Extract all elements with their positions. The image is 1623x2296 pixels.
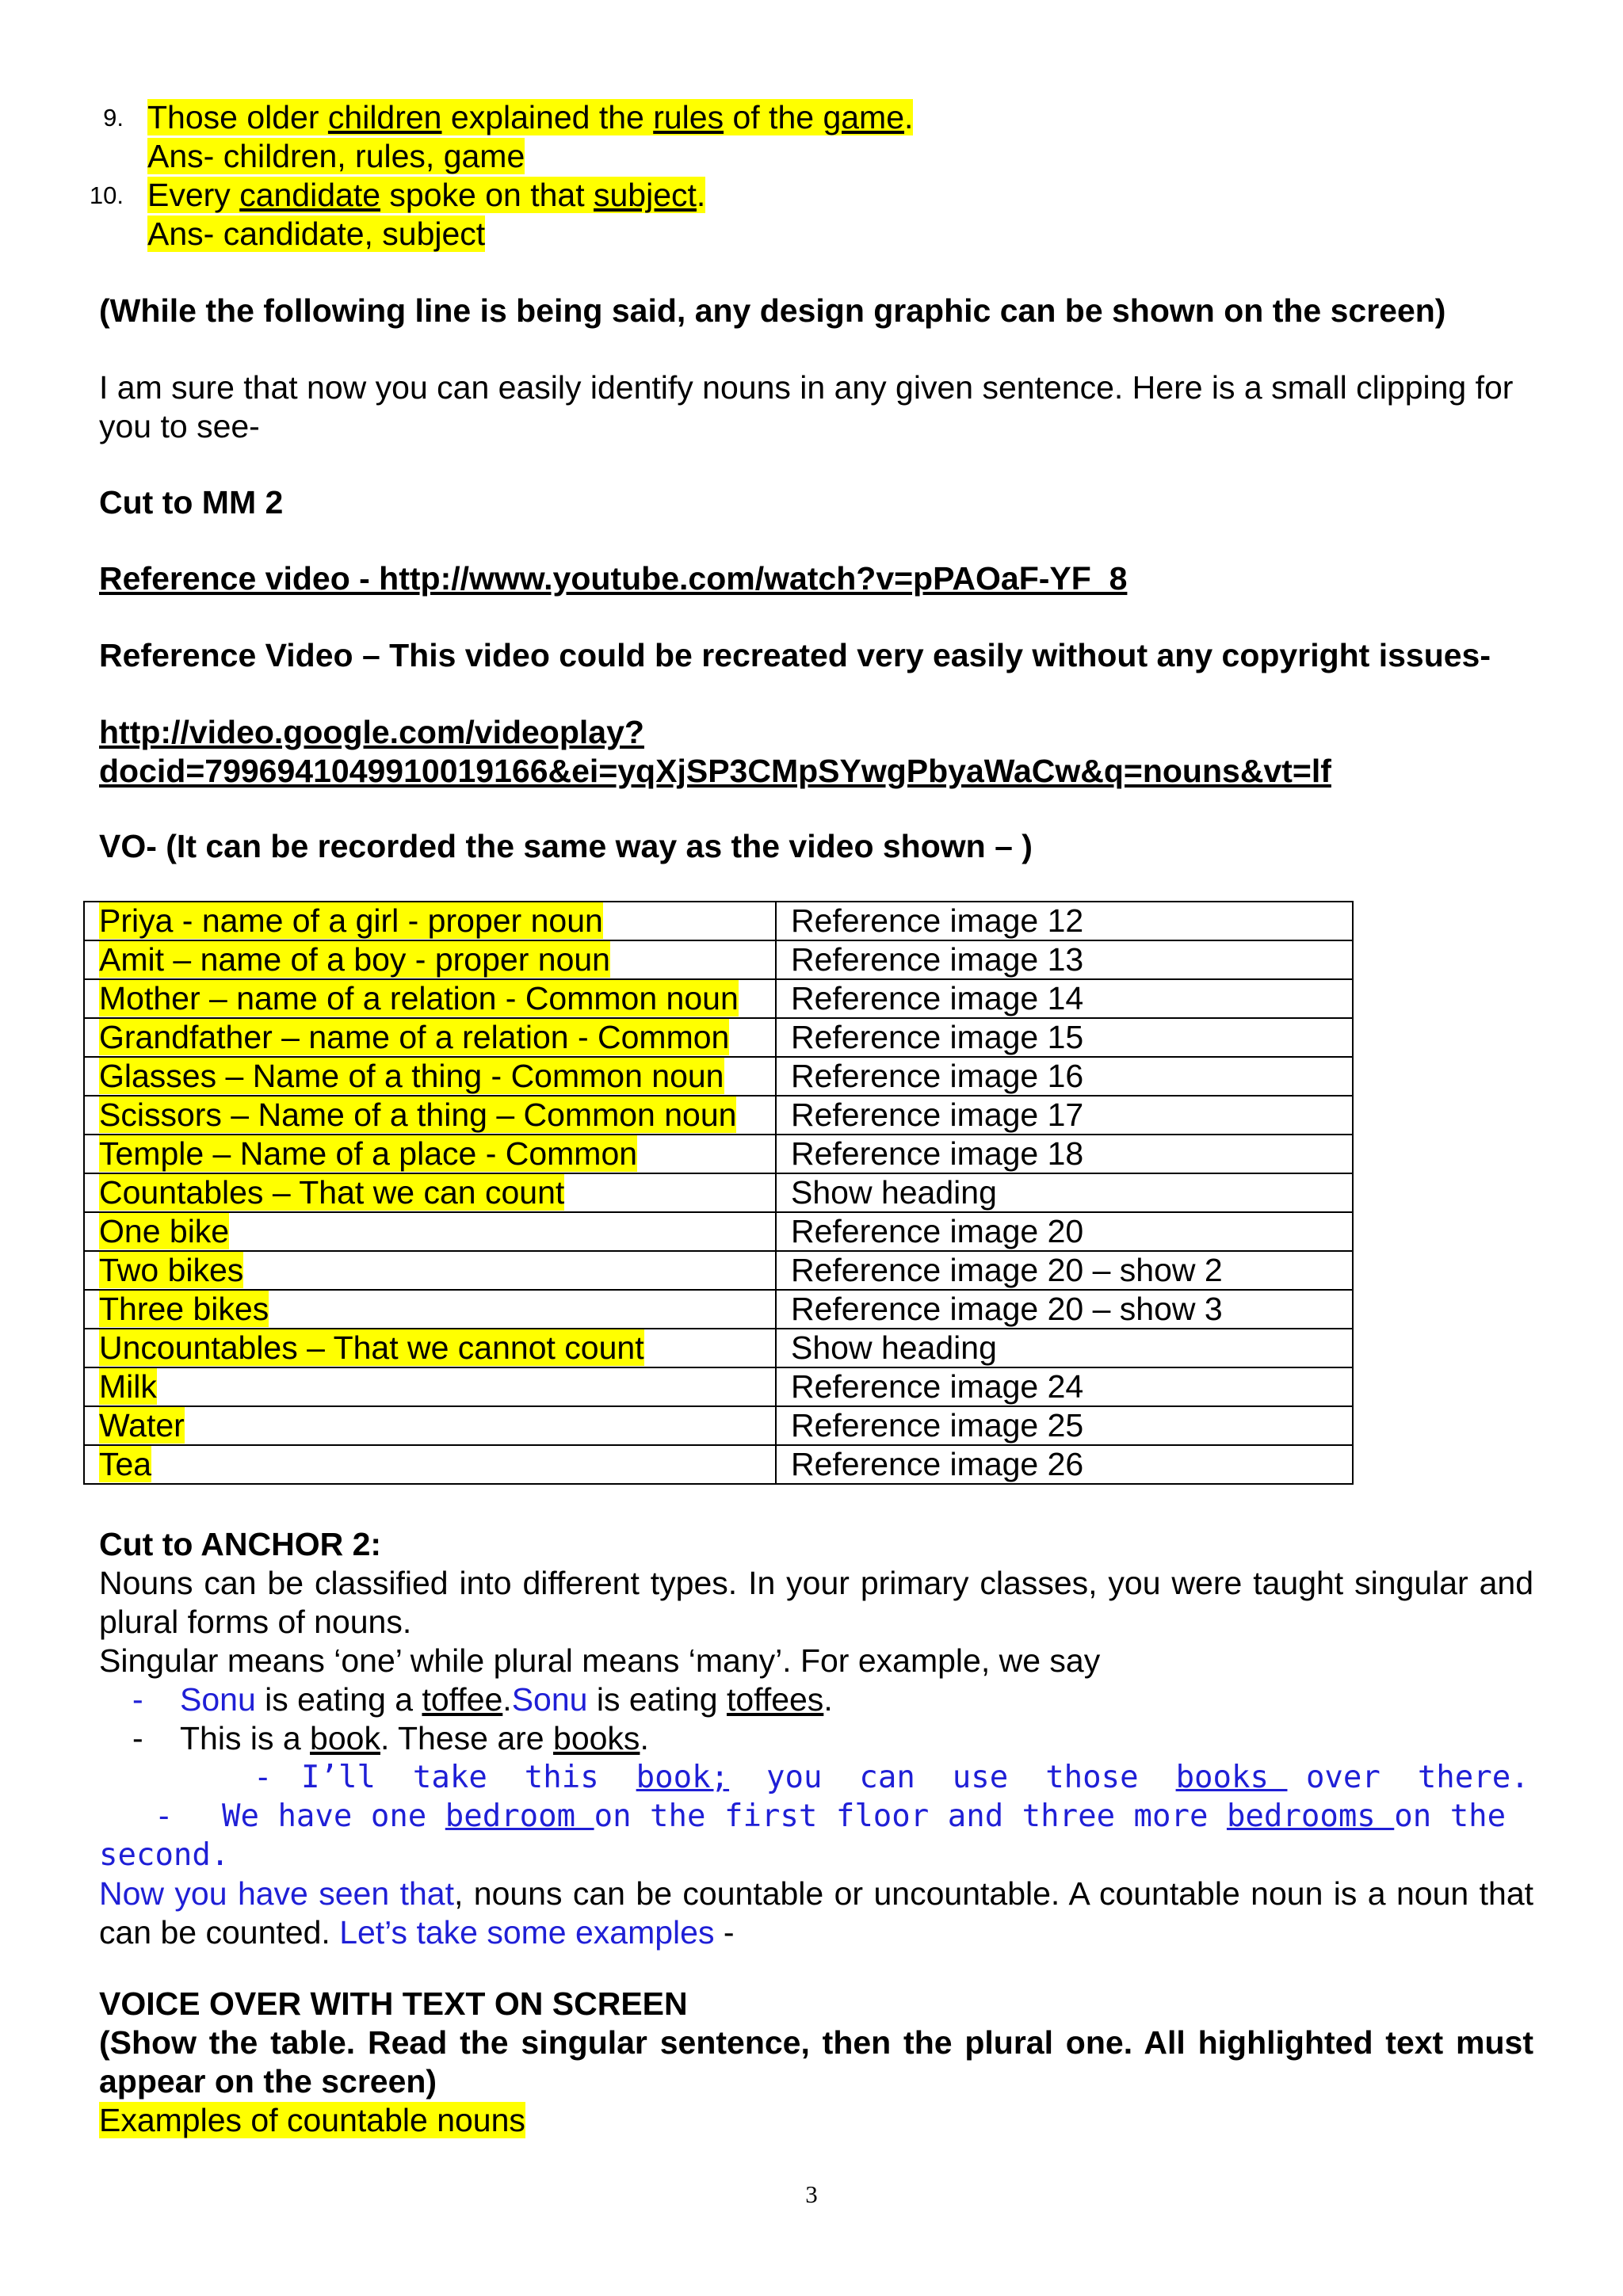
noun-cell: Three bikes: [84, 1290, 776, 1329]
noun-cell: Countables – That we can count: [84, 1173, 776, 1212]
sentence-9: Those older children explained the rules of the game.: [147, 99, 914, 135]
noun-cell: Amit – name of a boy - proper noun: [84, 940, 776, 979]
reference-cell: Reference image 20 – show 2: [776, 1251, 1353, 1290]
table-row: [84, 1212, 1353, 1251]
reference-cell: Show heading: [776, 1173, 1353, 1212]
table-row: [84, 1329, 1353, 1367]
reference-cell: Reference image 13: [776, 940, 1353, 979]
table-row: [84, 979, 1353, 1018]
table-row: [84, 1018, 1353, 1057]
vo-text-note: (Show the table. Read the singular sentence, then the plural one. All highlighted text must appear on the screen): [99, 2024, 1533, 2100]
table-row: [84, 1445, 1353, 1484]
example-bullet-1: - Sonu is eating a toffee.Sonu is eating toffees.: [132, 1681, 833, 1718]
table-row: [84, 1135, 1353, 1173]
reference-cell: Reference image 15: [776, 1018, 1353, 1057]
intro-paragraph: I am sure that now you can easily identify nouns in any given sentence. Here is a small clipping for you to see-: [99, 369, 1514, 444]
table-row: [84, 1406, 1353, 1445]
reference-cell: Show heading: [776, 1329, 1353, 1367]
answer-10: Ans- candidate, subject: [147, 215, 486, 252]
anchor2-paragraph-1: Nouns can be classified into different types. In your primary classes, you were taught singular and plural forms of nouns.: [99, 1565, 1533, 1640]
table-row: [84, 902, 1353, 940]
table-row: [84, 1057, 1353, 1096]
vo-text-section: [99, 1985, 1533, 2140]
table-row: [84, 1173, 1353, 1212]
noun-cell: Tea: [84, 1445, 776, 1484]
google-video-link[interactable]: http://video.google.com/videoplay? docid=7996941049910019166&ei=yqXjSP3CMpSYwgPbyaWaCw&q=nouns&vt=lf: [99, 714, 1331, 789]
reference-cell: Reference image 24: [776, 1367, 1353, 1406]
table-row: [84, 1367, 1353, 1406]
reference-cell: Reference image 25: [776, 1406, 1353, 1445]
anchor2-paragraph-3: Now you have seen that, nouns can be countable or uncountable. A countable noun is a noun that can be counted. Let’s take some examples -: [99, 1875, 1534, 1951]
table-row: [84, 1096, 1353, 1135]
anchor2-section: [99, 1525, 1533, 1952]
anchor2-paragraph-2: Singular means ‘one’ while plural means ‘many’. For example, we say: [99, 1642, 1101, 1679]
graphic-note: (While the following line is being said, any design graphic can be shown on the screen): [99, 292, 1446, 329]
reference-cell: Reference image 26: [776, 1445, 1353, 1484]
noun-cell: One bike: [84, 1212, 776, 1251]
list-item-10: [89, 176, 1495, 215]
reference-cell: Reference image 14: [776, 979, 1353, 1018]
reference-cell: Reference image 20: [776, 1212, 1353, 1251]
list-number: 9.: [103, 104, 124, 132]
example-bullet-2: - This is a book. These are books.: [132, 1720, 649, 1756]
vo-text-heading: VOICE OVER WITH TEXT ON SCREEN: [99, 1985, 688, 2022]
reference-video-note: Reference Video – This video could be recreated very easily without any copyright issues-: [99, 637, 1491, 673]
reference-cell: Reference image 18: [776, 1135, 1353, 1173]
noun-cell: Water: [84, 1406, 776, 1445]
countable-examples-label: Examples of countable nouns: [99, 2102, 525, 2138]
reference-cell: Reference image 20 – show 3: [776, 1290, 1353, 1329]
reference-cell: Reference image 12: [776, 902, 1353, 940]
table-row: [84, 1251, 1353, 1290]
example-bullet-3: - I’ll take this book; you can use those books over there.: [254, 1760, 1529, 1795]
vo-note: VO- (It can be recorded the same way as the video shown – ): [99, 828, 1033, 864]
list-number: 10.: [89, 181, 124, 209]
noun-cell: Priya - name of a girl - proper noun: [84, 902, 776, 940]
noun-cell: Milk: [84, 1367, 776, 1406]
sentence-10: Every candidate spoke on that subject.: [147, 177, 706, 213]
noun-table: [83, 901, 1354, 1485]
reference-video-link[interactable]: Reference video - http://www.youtube.com/watch?v=pPAOaF-YF_8: [99, 560, 1128, 597]
noun-cell: Scissors – Name of a thing – Common noun: [84, 1096, 776, 1135]
page-number: 3: [805, 2180, 818, 2208]
noun-cell: Grandfather – name of a relation - Common: [84, 1018, 776, 1057]
anchor2-heading: Cut to ANCHOR 2:: [99, 1526, 382, 1562]
answer-9: Ans- children, rules, game: [147, 138, 525, 174]
table-row: [84, 1290, 1353, 1329]
reference-cell: Reference image 16: [776, 1057, 1353, 1096]
table-row: [84, 940, 1353, 979]
cut-mm2-heading: Cut to MM 2: [99, 484, 284, 521]
reference-cell: Reference image 17: [776, 1096, 1353, 1135]
noun-cell: Glasses – Name of a thing - Common noun: [84, 1057, 776, 1096]
noun-cell: Temple – Name of a place - Common: [84, 1135, 776, 1173]
noun-cell: Uncountables – That we cannot count: [84, 1329, 776, 1367]
list-item-9: [103, 98, 1495, 137]
numbered-list: [89, 98, 1495, 254]
noun-cell: Mother – name of a relation - Common noun: [84, 979, 776, 1018]
noun-cell: Two bikes: [84, 1251, 776, 1290]
example-bullet-4: - We have one bedroom on the first floor and three more bedrooms on the second.: [99, 1798, 1525, 1873]
